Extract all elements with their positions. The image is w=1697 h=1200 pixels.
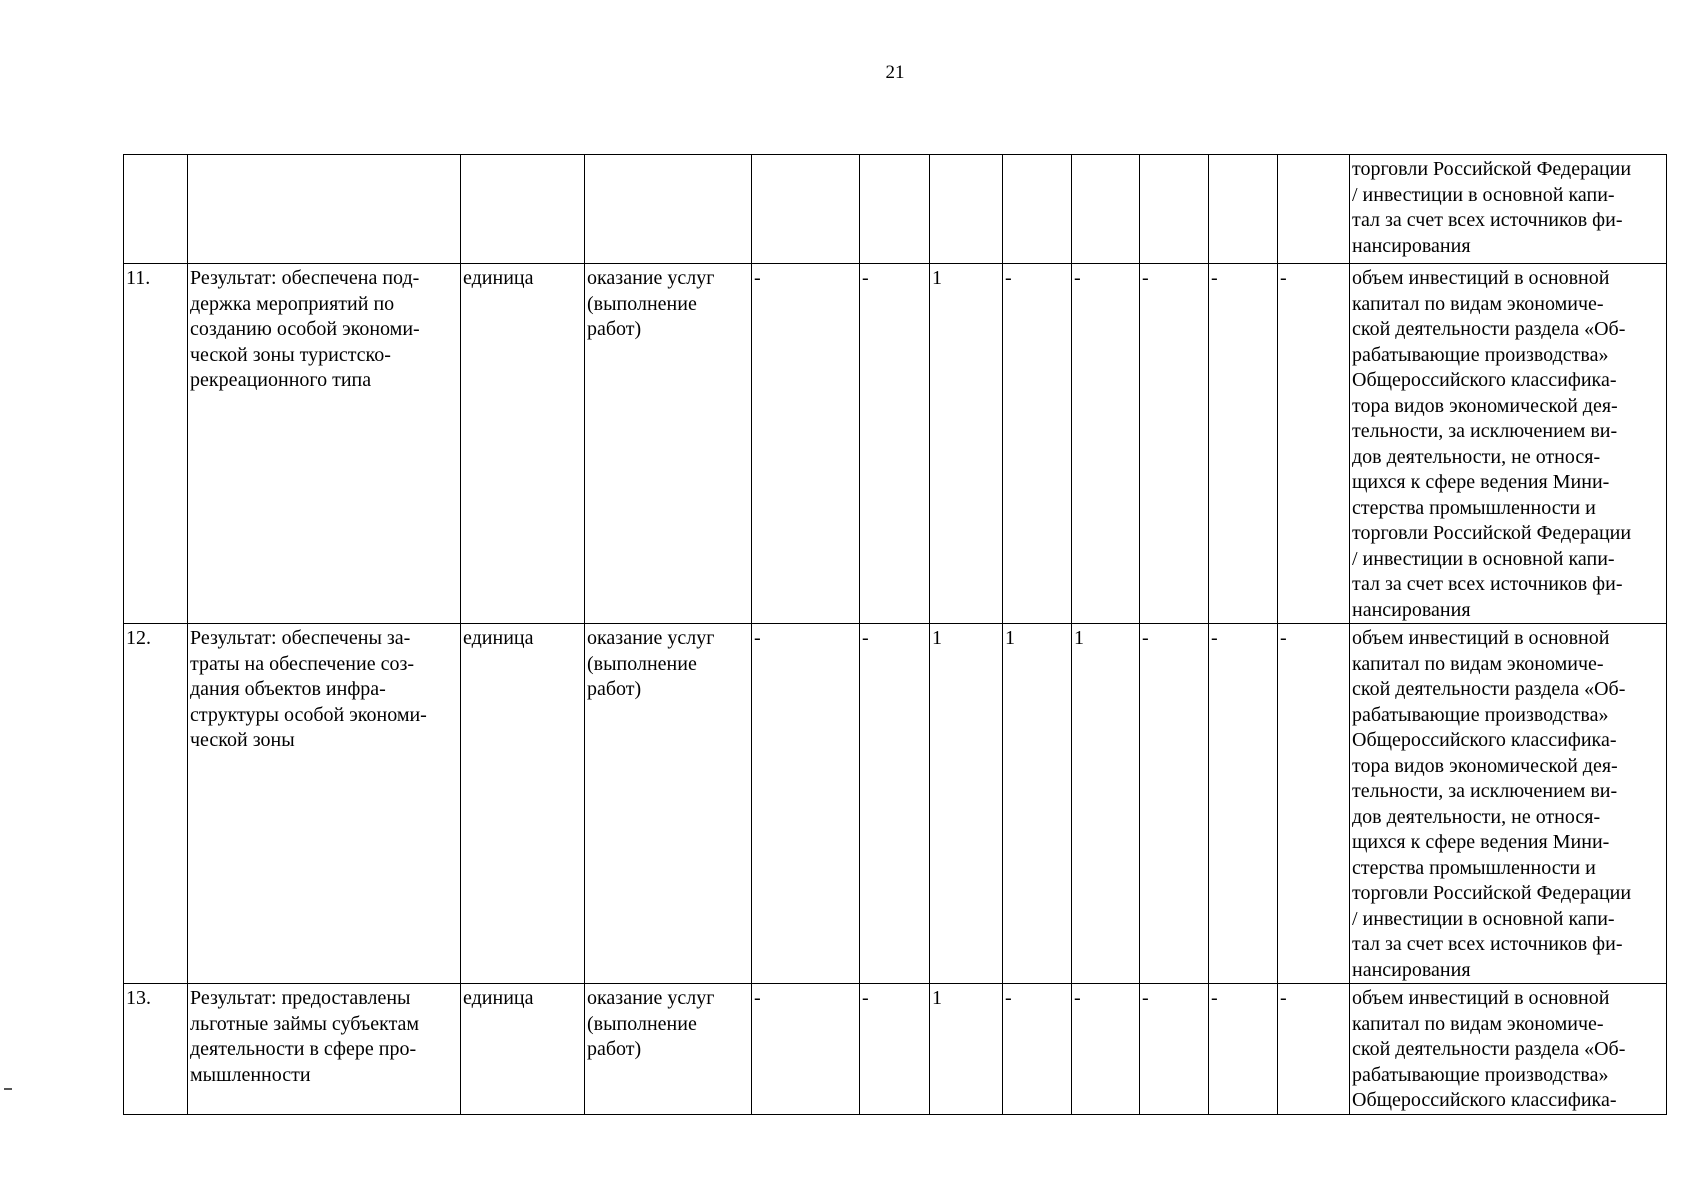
- cell-num: 12.: [124, 624, 188, 984]
- cell-value: -: [752, 264, 860, 624]
- text-line: тал за счет всех источников фи-: [1352, 209, 1623, 231]
- text-line: нансирования: [1352, 598, 1471, 621]
- table-row: [124, 984, 1667, 1115]
- text-line: дов деятельности, не относя-: [1352, 445, 1601, 468]
- text-line: дов деятельности, не относя-: [1352, 805, 1601, 828]
- cell-value: -: [860, 984, 930, 1115]
- text-line: Общероссийского классифика-: [1352, 369, 1617, 391]
- cell-value: [1072, 155, 1140, 264]
- cell-indicator: [1350, 624, 1667, 984]
- text-line: (выполнение: [587, 652, 697, 675]
- cell-value: [930, 155, 1003, 264]
- text-line: оказание услуг: [587, 987, 715, 1009]
- text-line: нансирования: [1352, 234, 1471, 257]
- text-line: стерства промышленности и: [1352, 856, 1596, 879]
- cell-value: [1278, 155, 1350, 264]
- text-line: тельности, за исключением ви-: [1352, 420, 1618, 442]
- text-line: торговли Российской Федерации: [1352, 158, 1632, 180]
- cell-value: -: [1140, 984, 1209, 1115]
- results-table: [123, 154, 1667, 1115]
- text-line: созданию особой экономи-: [190, 318, 420, 340]
- text-line: Результат: обеспечена под-: [190, 267, 420, 289]
- cell-indicator: [1350, 984, 1667, 1115]
- text-line: (выполнение: [587, 292, 697, 315]
- text-line: структуры особой экономи-: [190, 703, 427, 726]
- cell-value: [860, 155, 930, 264]
- text-line: щихся к сфере ведения Мини-: [1352, 831, 1610, 853]
- cell-num: 11.: [124, 264, 188, 624]
- cell-value: -: [1072, 984, 1140, 1115]
- text-line: тельности, за исключением ви-: [1352, 780, 1618, 802]
- text-line: льготные займы субъектам: [190, 1012, 420, 1035]
- text-line: объем инвестиций в основной: [1352, 267, 1610, 289]
- cell-value: 1: [1003, 624, 1072, 984]
- text-line: ской деятельности раздела «Об-: [1352, 1038, 1626, 1060]
- text-line: / инвестиции в основной капи-: [1352, 907, 1615, 930]
- text-line: торговли Российской Федерации: [1352, 882, 1632, 904]
- text-line: стерства промышленности и: [1352, 496, 1596, 519]
- cell-type: [585, 155, 752, 264]
- text-line: тора видов экономической дея-: [1352, 754, 1618, 777]
- cell-type: [585, 984, 752, 1115]
- text-line: нансирования: [1352, 958, 1471, 981]
- text-line: щихся к сфере ведения Мини-: [1352, 471, 1610, 493]
- text-line: капитал по видам экономиче-: [1352, 1012, 1604, 1035]
- text-line: мышленности: [190, 1063, 311, 1086]
- text-line: капитал по видам экономиче-: [1352, 652, 1604, 675]
- cell-value: -: [1278, 264, 1350, 624]
- text-line: держка мероприятий по: [190, 292, 395, 315]
- cell-unit: [461, 155, 585, 264]
- cell-result: [188, 624, 461, 984]
- text-line: Общероссийского классифика-: [1352, 729, 1617, 751]
- cell-value: -: [1278, 984, 1350, 1115]
- text-line: оказание услуг: [587, 267, 715, 289]
- text-line: рабатывающие производства»: [1352, 343, 1609, 366]
- cell-type: [585, 264, 752, 624]
- cell-num: 13.: [124, 984, 188, 1115]
- cell-value: -: [1003, 984, 1072, 1115]
- cell-indicator: [1350, 155, 1667, 264]
- text-line: рабатывающие производства»: [1352, 703, 1609, 726]
- text-line: дания объектов инфра-: [190, 678, 386, 700]
- cell-value: [1140, 155, 1209, 264]
- cell-unit: единица: [461, 264, 585, 624]
- text-line: ческой зоны туристско-: [190, 343, 391, 366]
- text-line: ской деятельности раздела «Об-: [1352, 678, 1626, 700]
- cell-value: -: [1209, 264, 1278, 624]
- cell-value: -: [752, 984, 860, 1115]
- text-line: / инвестиции в основной капи-: [1352, 183, 1615, 206]
- cell-indicator: [1350, 264, 1667, 624]
- cell-value: -: [1209, 624, 1278, 984]
- cell-result: [188, 264, 461, 624]
- table-row-continuation: [124, 155, 1667, 264]
- table-row: [124, 264, 1667, 624]
- text-line: рекреационного типа: [190, 369, 372, 391]
- cell-value: -: [860, 624, 930, 984]
- text-line: Общероссийского классифика-: [1352, 1089, 1617, 1111]
- table-row: [124, 624, 1667, 984]
- cell-value: -: [1003, 264, 1072, 624]
- page-number: 21: [885, 62, 905, 83]
- cell-value: 1: [1072, 624, 1140, 984]
- text-line: капитал по видам экономиче-: [1352, 292, 1604, 315]
- cell-value: -: [1278, 624, 1350, 984]
- cell-value: 1: [930, 624, 1003, 984]
- text-line: объем инвестиций в основной: [1352, 627, 1610, 649]
- cell-value: -: [752, 624, 860, 984]
- cell-value: 1: [930, 264, 1003, 624]
- text-line: Результат: предоставлены: [190, 987, 411, 1009]
- text-line: ческой зоны: [190, 729, 295, 751]
- cell-result: [188, 984, 461, 1115]
- cell-value: -: [1140, 624, 1209, 984]
- cell-value: -: [1072, 264, 1140, 624]
- text-line: ской деятельности раздела «Об-: [1352, 318, 1626, 340]
- cell-type: [585, 624, 752, 984]
- cell-value: -: [1209, 984, 1278, 1115]
- text-line: траты на обеспечение соз-: [190, 652, 415, 675]
- text-line: Результат: обеспечены за-: [190, 627, 411, 649]
- scan-edge-mark: [4, 1088, 12, 1090]
- text-line: объем инвестиций в основной: [1352, 987, 1610, 1009]
- text-line: / инвестиции в основной капи-: [1352, 547, 1615, 570]
- cell-unit: единица: [461, 984, 585, 1115]
- text-line: работ): [587, 1038, 642, 1060]
- text-line: работ): [587, 318, 642, 340]
- cell-value: [752, 155, 860, 264]
- cell-value: -: [860, 264, 930, 624]
- text-line: тал за счет всех источников фи-: [1352, 573, 1623, 595]
- cell-value: -: [1140, 264, 1209, 624]
- text-line: тора видов экономической дея-: [1352, 394, 1618, 417]
- cell-value: [1003, 155, 1072, 264]
- text-line: (выполнение: [587, 1012, 697, 1035]
- text-line: рабатывающие производства»: [1352, 1063, 1609, 1086]
- cell-result: [188, 155, 461, 264]
- text-line: торговли Российской Федерации: [1352, 522, 1632, 544]
- text-line: оказание услуг: [587, 627, 715, 649]
- cell-num: [124, 155, 188, 264]
- text-line: деятельности в сфере про-: [190, 1038, 417, 1060]
- text-line: работ): [587, 678, 642, 700]
- cell-unit: единица: [461, 624, 585, 984]
- cell-value: [1209, 155, 1278, 264]
- cell-value: 1: [930, 984, 1003, 1115]
- text-line: тал за счет всех источников фи-: [1352, 933, 1623, 955]
